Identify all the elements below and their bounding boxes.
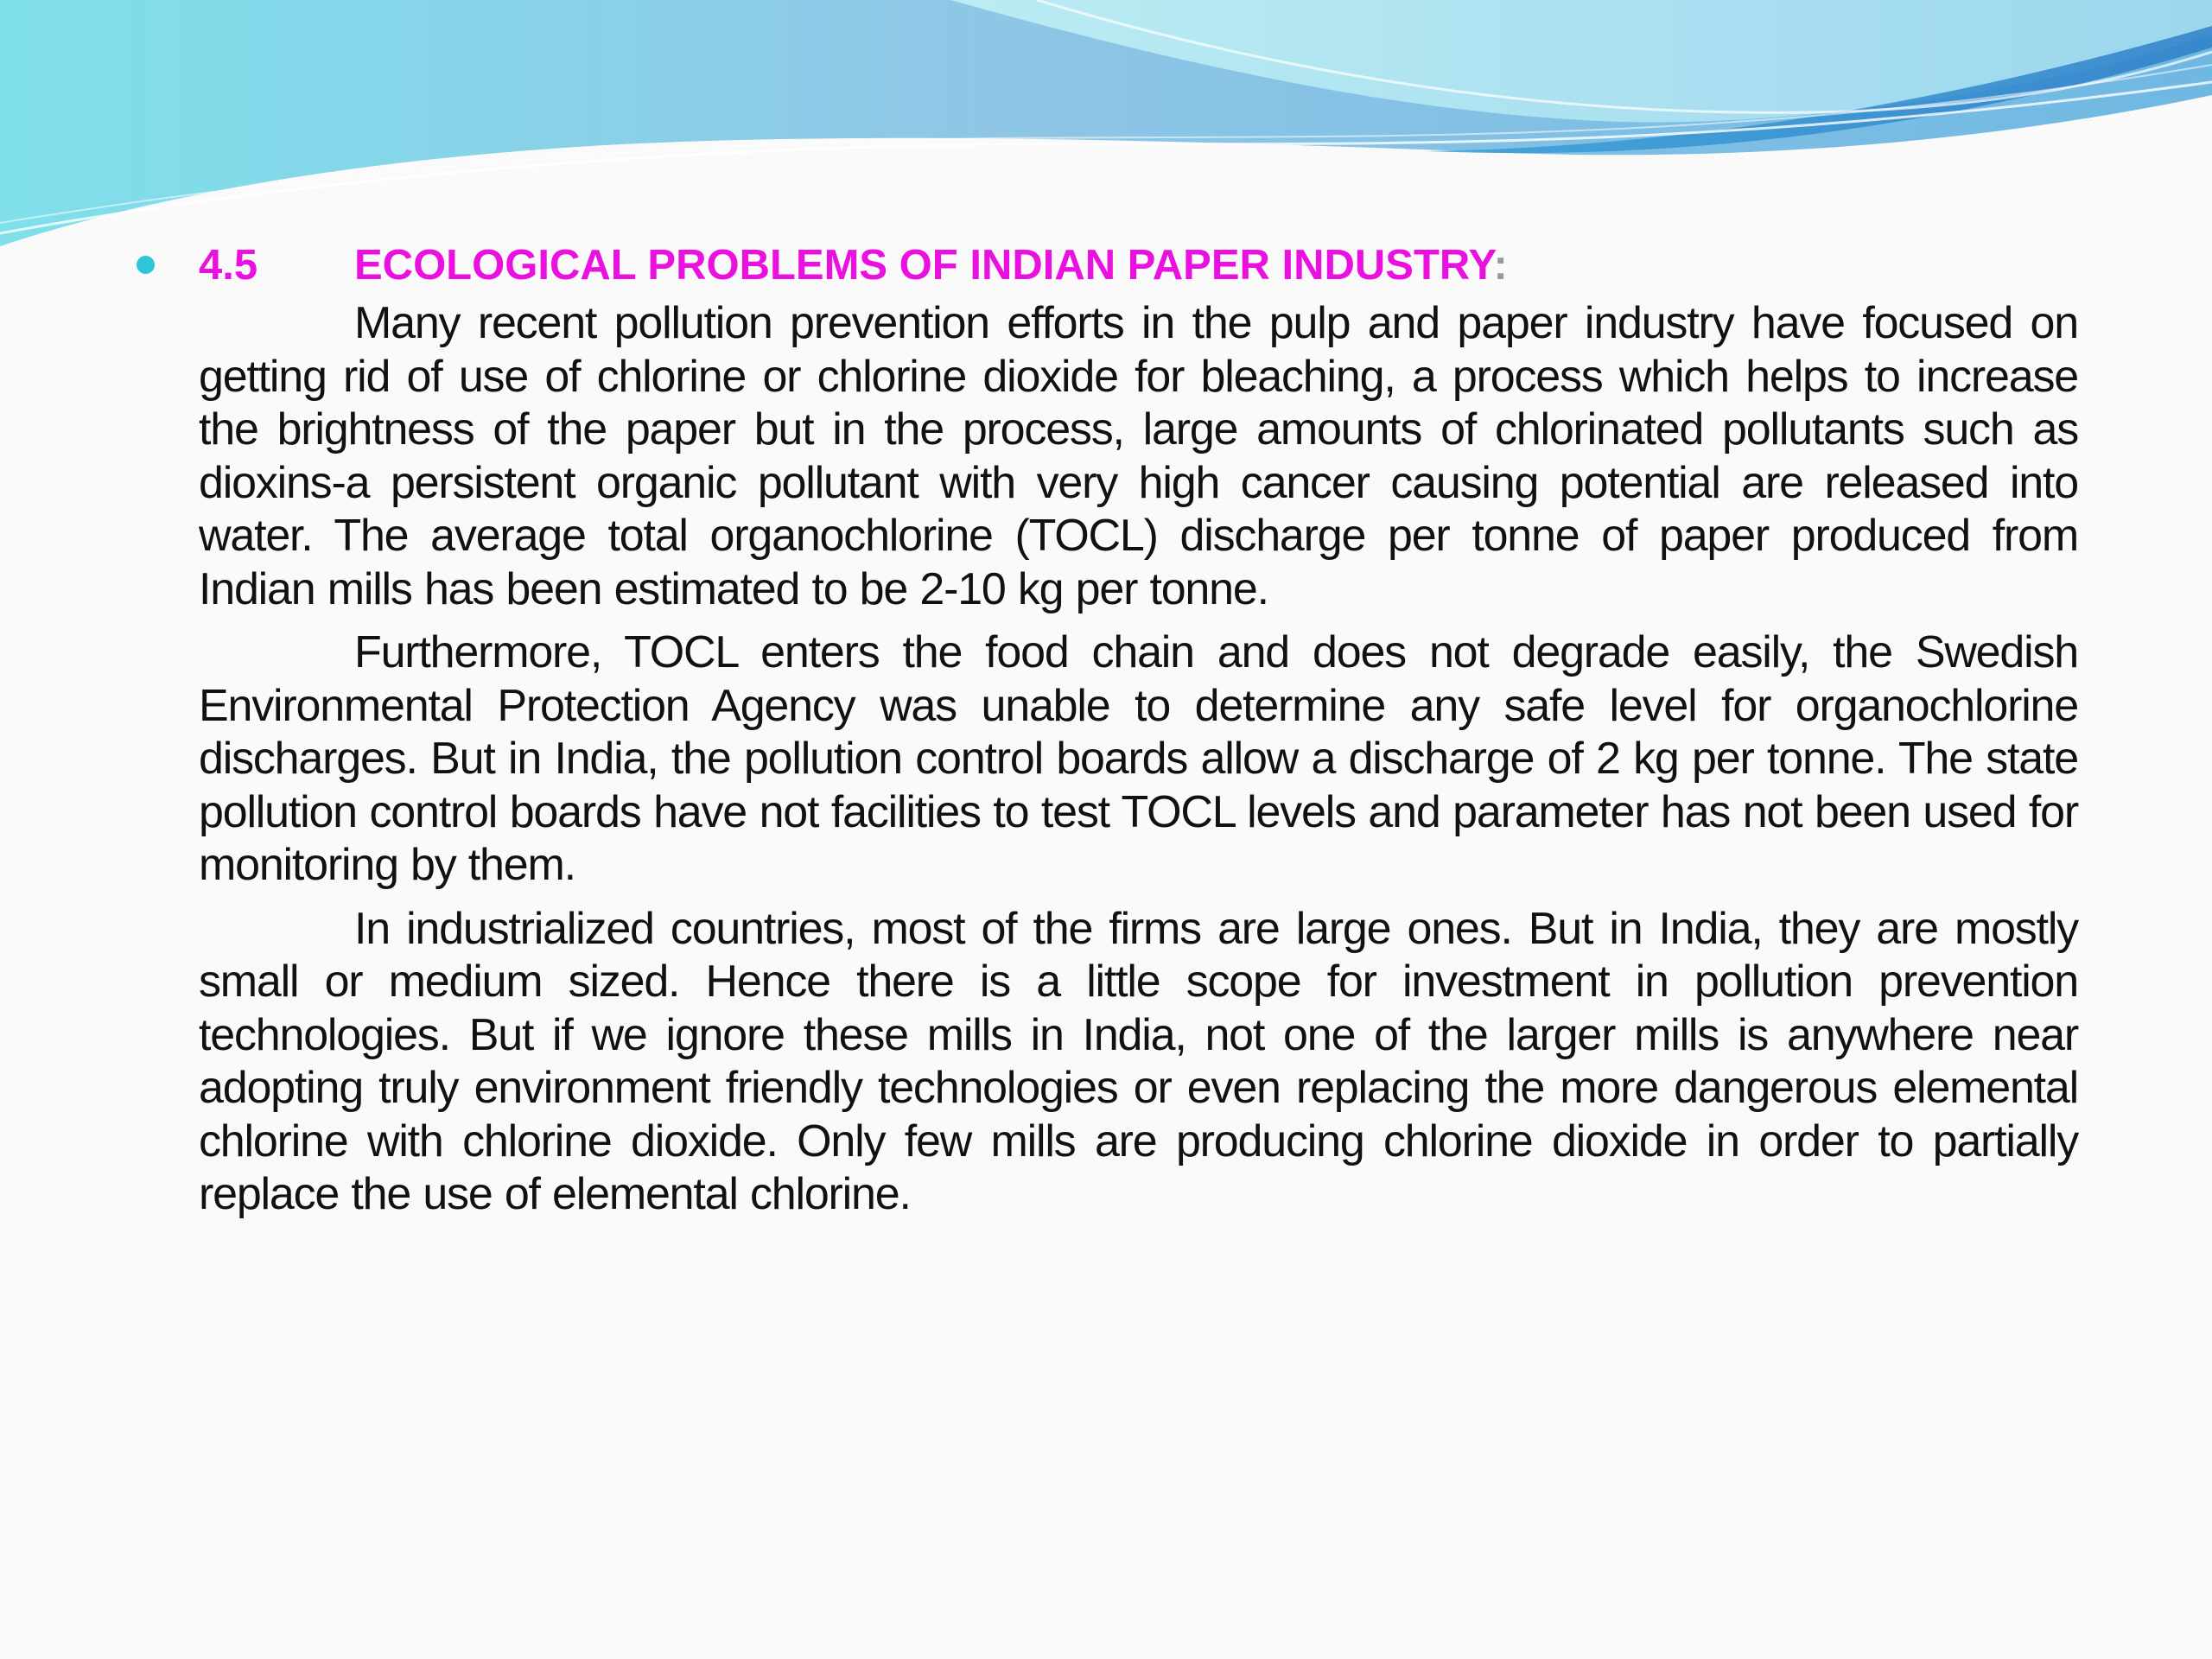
section-number: 4.5: [199, 242, 258, 289]
paragraph-3: In industrialized countries, most of the firms are large ones. But in India, they are mostly small or medium sized. Hence there is a little scope for investment in pollution prevention technologies. But if we ignore these mills in India, not one of the larger mills is anywhere near adopting truly environment friendly technologies or even replacing the more dangerous elemental chlorine with chlorine dioxide. Only few mills are producing chlorine dioxide in order to partially replace the use of elemental chlorine.: [199, 903, 2078, 1219]
section-title-colon: :: [1493, 242, 1508, 289]
paragraph-2: Furthermore, TOCL enters the food chain and does not degrade easily, the Swedish Environmental Protection Agency was unable to determine any safe level for organochlorine discharges. But in India, the pollution control boards allow a discharge of 2 kg per tonne. The state pollution control boards have not facilities to test TOCL levels and parameter has not been used for monitoring by them.: [199, 627, 2078, 890]
section-title: [354, 233, 1508, 297]
paragraph-1: Many recent pollution prevention efforts in the pulp and paper industry have focused on getting rid of use of chlorine or chlorine dioxide for bleaching, a process which helps to increase the brightness of the paper but in the process, large amounts of chlorinated pollutants such as dioxins-a persistent organic pollutant with very high cancer causing potential are released into water. The average total organochlorine (TOCL) discharge per tonne of paper produced from Indian mills has been estimated to be 2-10 kg per tonne.: [199, 298, 2078, 614]
header-wave-decoration: [0, 0, 2212, 259]
bullet-dot-icon: [137, 256, 155, 274]
slide-content: [199, 233, 2078, 1650]
section-heading: [199, 233, 2078, 297]
section-title-text: ECOLOGICAL PROBLEMS OF INDIAN PAPER INDUSTRY: [354, 242, 1494, 289]
